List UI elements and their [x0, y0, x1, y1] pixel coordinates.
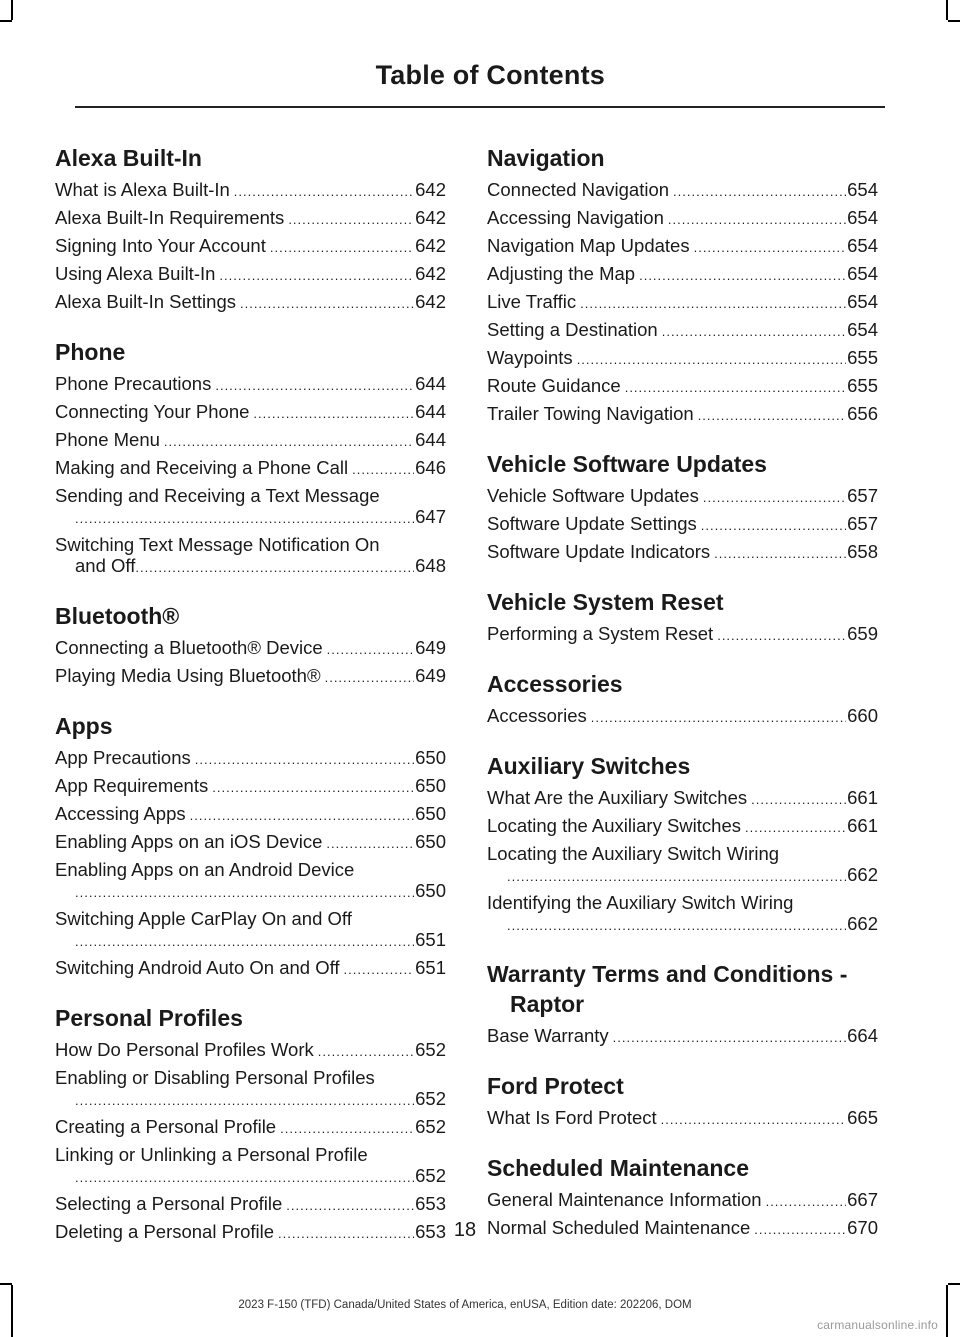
- toc-entry[interactable]: [55, 829, 446, 857]
- toc-entry-title: Base Warranty: [487, 1025, 609, 1046]
- toc-entry-title: Selecting a Personal Profile: [55, 1193, 283, 1214]
- dot-leader: [751, 789, 846, 810]
- dot-leader: [639, 265, 846, 286]
- toc-left-column: [55, 143, 446, 1267]
- toc-entry-page: 661: [847, 787, 878, 808]
- dot-leader: [673, 181, 846, 202]
- toc-entry-title: Using Alexa Built-In: [55, 263, 216, 284]
- toc-entry[interactable]: [55, 663, 446, 691]
- toc-entry-title: Accessing Navigation: [487, 207, 664, 228]
- toc-entry[interactable]: [55, 1114, 446, 1142]
- toc-entry[interactable]: [487, 1105, 878, 1133]
- toc-entry-page: 646: [415, 457, 446, 478]
- toc-section: [55, 143, 446, 317]
- toc-entry-title: Playing Media Using Bluetooth®: [55, 665, 321, 686]
- toc-entry-title: Deleting a Personal Profile: [55, 1221, 275, 1242]
- toc-entry-row: [487, 291, 878, 314]
- toc-entry-page: 670: [847, 1217, 878, 1238]
- toc-entry-page: 644: [415, 429, 446, 450]
- toc-entry-page: 654: [847, 207, 878, 228]
- page-number: 18: [453, 1219, 477, 1241]
- crop-mark: [948, 20, 960, 22]
- toc-entry-page: 650: [415, 803, 446, 824]
- toc-entry-page: 654: [847, 179, 878, 200]
- dot-leader: [75, 508, 414, 529]
- toc-entry-page: 652: [415, 1165, 446, 1186]
- page-title: Table of Contents: [375, 60, 605, 90]
- toc-entry-row: [55, 429, 446, 452]
- dot-leader: [288, 209, 414, 230]
- toc-entry-row: [487, 347, 878, 370]
- toc-entry-title: Accessing Apps: [55, 803, 186, 824]
- toc-section: [487, 959, 878, 1051]
- toc-entry-page: 656: [847, 403, 878, 424]
- toc-entry[interactable]: [55, 177, 446, 205]
- dot-leader: [219, 265, 414, 286]
- toc-entry[interactable]: [487, 539, 878, 567]
- dot-leader: [326, 833, 414, 854]
- toc-entry[interactable]: [55, 1065, 446, 1114]
- toc-entry-row: [55, 1039, 446, 1062]
- toc-entry-title: Navigation Map Updates: [487, 235, 690, 256]
- toc-entry[interactable]: [487, 233, 878, 261]
- toc-entry[interactable]: [487, 703, 878, 731]
- toc-entry-title: What Is Ford Protect: [487, 1107, 657, 1128]
- toc-entry-row: [487, 403, 878, 426]
- toc-entry[interactable]: [55, 745, 446, 773]
- toc-entry[interactable]: [487, 205, 878, 233]
- toc-entry-page: 653: [415, 1221, 446, 1242]
- dot-leader: [668, 209, 846, 230]
- toc-section: [487, 143, 878, 429]
- dot-leader: [661, 1109, 846, 1130]
- toc-section: [55, 337, 446, 581]
- dot-leader: [75, 931, 414, 952]
- toc-entry[interactable]: [55, 1037, 446, 1065]
- toc-entry[interactable]: [487, 317, 878, 345]
- toc-entry-page: 650: [415, 747, 446, 768]
- crop-mark: [946, 0, 948, 20]
- dot-leader: [698, 405, 846, 426]
- toc-entry-row: [55, 1088, 446, 1111]
- section-heading: Vehicle Software Updates: [487, 451, 767, 477]
- toc-entry-row: [55, 1116, 446, 1139]
- toc-entry-page: 642: [415, 179, 446, 200]
- toc-entry[interactable]: [55, 1142, 446, 1191]
- toc-entry-row: [55, 291, 446, 314]
- toc-entry[interactable]: [55, 371, 446, 399]
- toc-entry-row: [487, 319, 878, 342]
- toc-entry-row: [487, 1025, 878, 1048]
- dot-leader: [745, 817, 846, 838]
- dot-leader: [325, 667, 415, 688]
- dot-leader: [507, 915, 846, 936]
- toc-entry-page: 651: [415, 929, 446, 950]
- toc-entry-title: Performing a System Reset: [487, 623, 714, 644]
- toc-entry-title: Making and Receiving a Phone Call: [55, 457, 349, 478]
- toc-entry-page: 661: [847, 815, 878, 836]
- toc-entry-title: General Maintenance Information: [487, 1189, 762, 1210]
- toc-entry-row: [487, 787, 878, 810]
- toc-entry-page: 657: [847, 485, 878, 506]
- toc-entry-title: Vehicle Software Updates: [487, 485, 699, 506]
- toc-entry[interactable]: [55, 801, 446, 829]
- toc-entry-title: App Precautions: [55, 747, 191, 768]
- toc-entry[interactable]: [487, 1023, 878, 1051]
- toc-entry-row: [487, 815, 878, 838]
- dot-leader: [701, 515, 846, 536]
- toc-entry-title: Phone Precautions: [55, 373, 212, 394]
- dot-leader: [318, 1041, 414, 1062]
- dot-leader: [766, 1191, 847, 1212]
- toc-entry-title: Connecting Your Phone: [55, 401, 250, 422]
- toc-entry-title: What is Alexa Built-In: [55, 179, 230, 200]
- toc-entry[interactable]: [55, 955, 446, 983]
- crop-mark: [0, 1283, 12, 1285]
- toc-entry[interactable]: [55, 399, 446, 427]
- dot-leader: [164, 431, 414, 452]
- toc-entry-title: Signing Into Your Account: [55, 235, 266, 256]
- toc-entry-page: 651: [415, 957, 446, 978]
- toc-entry-row: [487, 1189, 878, 1212]
- dot-leader: [580, 293, 846, 314]
- section-heading: Alexa Built-In: [55, 145, 202, 171]
- toc-entry-title: Alexa Built-In Settings: [55, 291, 236, 312]
- toc-entry[interactable]: [55, 455, 446, 483]
- toc-entry[interactable]: [487, 177, 878, 205]
- toc-entry-title: Linking or Unlinking a Personal Profile: [55, 1144, 368, 1165]
- toc-entry-row: [487, 913, 878, 936]
- toc-entry-page: 659: [847, 623, 878, 644]
- dot-leader: [253, 403, 414, 424]
- footer-edition-text: 2023 F-150 (TFD) Canada/United States of America, enUSA, Edition date: 202206, DOM: [238, 1299, 692, 1311]
- toc-section: [487, 669, 878, 731]
- dot-leader: [591, 707, 846, 728]
- toc-entry-title: Locating the Auxiliary Switches: [487, 815, 741, 836]
- toc-entry-page: 660: [847, 705, 878, 726]
- toc-entry-page: 649: [415, 637, 446, 658]
- toc-entry-row: [55, 373, 446, 396]
- toc-entry-row: [487, 541, 878, 564]
- dot-leader: [286, 1195, 414, 1216]
- toc-entry-title: Software Update Settings: [487, 513, 697, 534]
- dot-leader: [662, 321, 846, 342]
- toc-entry-title: Identifying the Auxiliary Switch Wiring: [487, 892, 794, 913]
- toc-section: [487, 751, 878, 939]
- toc-entry-row: [487, 263, 878, 286]
- toc-entry[interactable]: [487, 373, 878, 401]
- section-heading: Apps: [55, 713, 113, 739]
- dot-leader: [344, 959, 415, 980]
- toc-entry-row: [55, 803, 446, 826]
- toc-entry[interactable]: [487, 289, 878, 317]
- dot-leader: [352, 459, 414, 480]
- toc-entry-row: [55, 401, 446, 424]
- toc-entry-row: [55, 457, 446, 480]
- toc-entry-page: 644: [415, 401, 446, 422]
- toc-entry-row: [487, 485, 878, 508]
- toc-entry-title: Enabling Apps on an Android Device: [55, 859, 355, 880]
- toc-entry-page: 664: [847, 1025, 878, 1046]
- dot-leader: [75, 1167, 414, 1188]
- toc-entry-title: Normal Scheduled Maintenance: [487, 1217, 751, 1238]
- toc-entry-row: [487, 375, 878, 398]
- dot-leader: [507, 866, 846, 887]
- toc-entry-title: Connected Navigation: [487, 179, 670, 200]
- toc-entry[interactable]: [55, 857, 446, 906]
- toc-entry-row: [55, 831, 446, 854]
- toc-entry-row: [487, 207, 878, 230]
- toc-entry-page: 642: [415, 207, 446, 228]
- toc-section: [487, 587, 878, 649]
- toc-entry[interactable]: [55, 1191, 446, 1219]
- toc-entry-page: 665: [847, 1107, 878, 1128]
- dot-leader: [190, 805, 415, 826]
- toc-entry-page: 644: [415, 373, 446, 394]
- toc-entry-title: App Requirements: [55, 775, 209, 796]
- dot-leader: [280, 1118, 414, 1139]
- toc-entry-title: Enabling or Disabling Personal Profiles: [55, 1067, 375, 1088]
- dot-leader: [694, 237, 847, 258]
- toc-entry-title: Accessories: [487, 705, 587, 726]
- toc-entry-page: 642: [415, 235, 446, 256]
- toc-entry[interactable]: [55, 261, 446, 289]
- section-heading: Navigation: [487, 145, 605, 171]
- toc-entry-title: How Do Personal Profiles Work: [55, 1039, 314, 1060]
- section-heading: Personal Profiles: [55, 1005, 243, 1031]
- dot-leader: [613, 1027, 846, 1048]
- section-heading: Vehicle System Reset: [487, 589, 724, 615]
- toc-entry-title: Switching Text Message Notification On: [55, 534, 380, 555]
- toc-entry[interactable]: [487, 345, 878, 373]
- toc-entry[interactable]: [55, 906, 446, 955]
- toc-entry[interactable]: [55, 427, 446, 455]
- toc-entry-row: [487, 179, 878, 202]
- dot-leader: [234, 181, 414, 202]
- crop-mark: [948, 1283, 960, 1285]
- toc-entry-title: Alexa Built-In Requirements: [55, 207, 285, 228]
- toc-entry-row: [487, 235, 878, 258]
- section-heading: Auxiliary Switches: [487, 753, 691, 779]
- toc-entry-row: [55, 665, 446, 688]
- toc-section: [487, 449, 878, 567]
- toc-section: [55, 1003, 446, 1247]
- toc-entry-row: [487, 623, 878, 646]
- toc-entry-page: 654: [847, 263, 878, 284]
- section-heading: Bluetooth®: [55, 603, 180, 629]
- header-divider: [75, 106, 885, 108]
- toc-entry-row: [55, 929, 446, 952]
- toc-entry-page: 655: [847, 347, 878, 368]
- toc-section: [55, 601, 446, 691]
- dot-leader: [717, 625, 846, 646]
- toc-entry-page: 658: [847, 541, 878, 562]
- toc-entry-row: [55, 957, 446, 980]
- toc-entry[interactable]: [487, 511, 878, 539]
- toc-entry-title: Phone Menu: [55, 429, 160, 450]
- toc-entry-row: [487, 705, 878, 728]
- toc-entry-title: Sending and Receiving a Text Message: [55, 485, 380, 506]
- toc-entry-page: 662: [847, 864, 878, 885]
- toc-entry-page: 650: [415, 831, 446, 852]
- toc-section: [55, 711, 446, 983]
- toc-entry-page: 657: [847, 513, 878, 534]
- section-heading: Ford Protect: [487, 1073, 624, 1099]
- toc-entry-row: [55, 775, 446, 798]
- toc-entry[interactable]: [55, 532, 446, 581]
- crop-mark: [11, 0, 13, 20]
- dot-leader: [75, 882, 414, 903]
- toc-entry-page: 655: [847, 375, 878, 396]
- dot-leader: [703, 487, 846, 508]
- toc-entry-page: 654: [847, 291, 878, 312]
- toc-entry-page: 654: [847, 319, 878, 340]
- toc-entry-page: 667: [847, 1189, 878, 1210]
- toc-entry-row: [55, 880, 446, 903]
- dot-leader: [270, 237, 414, 258]
- toc-entry[interactable]: [55, 773, 446, 801]
- dot-leader: [195, 749, 414, 770]
- toc-entry-page: 652: [415, 1088, 446, 1109]
- toc-entry-page: 652: [415, 1039, 446, 1060]
- toc-entry-title: Locating the Auxiliary Switch Wiring: [487, 843, 780, 864]
- toc-entry-page: 653: [415, 1193, 446, 1214]
- toc-entry[interactable]: [487, 621, 878, 649]
- section-heading: Accessories: [487, 671, 623, 697]
- crop-mark: [11, 1285, 13, 1337]
- toc-entry-title: Trailer Towing Navigation: [487, 403, 694, 424]
- toc-entry-title: Adjusting the Map: [487, 263, 636, 284]
- dot-leader: [327, 639, 414, 660]
- toc-entry-row: [55, 207, 446, 230]
- toc-entry-page: 648: [415, 555, 446, 576]
- section-heading: Warranty Terms and Conditions - Raptor: [487, 961, 848, 1017]
- dot-leader: [212, 777, 414, 798]
- toc-entry[interactable]: [55, 483, 446, 532]
- toc-entry-row: [55, 263, 446, 286]
- toc-entry-title: Software Update Indicators: [487, 541, 711, 562]
- watermark-text: carmanualsonline.info: [817, 1318, 938, 1332]
- toc-entry-title-continued: and Off: [75, 555, 136, 576]
- toc-entry-title: Route Guidance: [487, 375, 621, 396]
- dot-leader: [215, 375, 414, 396]
- toc-entry-page: 642: [415, 291, 446, 312]
- toc-entry[interactable]: [487, 401, 878, 429]
- toc-entry-title: Switching Android Auto On and Off: [55, 957, 340, 978]
- toc-entry-page: 649: [415, 665, 446, 686]
- toc-entry[interactable]: [487, 813, 878, 841]
- toc-entry-page: 654: [847, 235, 878, 256]
- dot-leader: [135, 557, 414, 578]
- toc-entry-page: 642: [415, 263, 446, 284]
- toc-entry-row: [55, 1165, 446, 1188]
- toc-entry-row: [487, 1107, 878, 1130]
- dot-leader: [625, 377, 846, 398]
- toc-entry[interactable]: [55, 635, 446, 663]
- toc-entry-page: 662: [847, 913, 878, 934]
- toc-entry[interactable]: [487, 1187, 878, 1215]
- section-heading: Scheduled Maintenance: [487, 1155, 750, 1181]
- section-heading: Phone: [55, 339, 126, 365]
- toc-entry-title: Connecting a Bluetooth® Device: [55, 637, 323, 658]
- toc-entry-title: Waypoints: [487, 347, 573, 368]
- dot-leader: [75, 1090, 414, 1111]
- dot-leader: [714, 543, 846, 564]
- toc-entry-row: [55, 1193, 446, 1216]
- toc-entry[interactable]: [55, 233, 446, 261]
- toc-section: [487, 1071, 878, 1133]
- toc-entry-row: [55, 555, 446, 578]
- toc-entry-row: [487, 864, 878, 887]
- toc-entry-page: 652: [415, 1116, 446, 1137]
- toc-entry[interactable]: [487, 841, 878, 890]
- toc-entry-title: Live Traffic: [487, 291, 577, 312]
- toc-entry-title: What Are the Auxiliary Switches: [487, 787, 748, 808]
- toc-entry-row: [55, 637, 446, 660]
- toc-entry-row: [487, 513, 878, 536]
- crop-mark: [946, 1285, 948, 1337]
- toc-entry[interactable]: [55, 205, 446, 233]
- toc-entry-row: [55, 179, 446, 202]
- dot-leader: [240, 293, 414, 314]
- toc-entry-row: [55, 235, 446, 258]
- toc-entry[interactable]: [487, 785, 878, 813]
- toc-entry-row: [55, 747, 446, 770]
- toc-entry[interactable]: [55, 289, 446, 317]
- toc-entry[interactable]: [487, 483, 878, 511]
- toc-entry-page: 650: [415, 775, 446, 796]
- toc-entry-page: 650: [415, 880, 446, 901]
- toc-entry-title: Creating a Personal Profile: [55, 1116, 277, 1137]
- toc-entry-title: Enabling Apps on an iOS Device: [55, 831, 323, 852]
- toc-entry-row: [55, 506, 446, 529]
- toc-right-column: [487, 143, 878, 1263]
- toc-entry[interactable]: [487, 261, 878, 289]
- toc-entry-title: Setting a Destination: [487, 319, 658, 340]
- toc-entry-title: Switching Apple CarPlay On and Off: [55, 908, 352, 929]
- dot-leader: [577, 349, 846, 370]
- crop-mark: [0, 20, 12, 22]
- toc-entry-page: 647: [415, 506, 446, 527]
- toc-entry[interactable]: [487, 890, 878, 939]
